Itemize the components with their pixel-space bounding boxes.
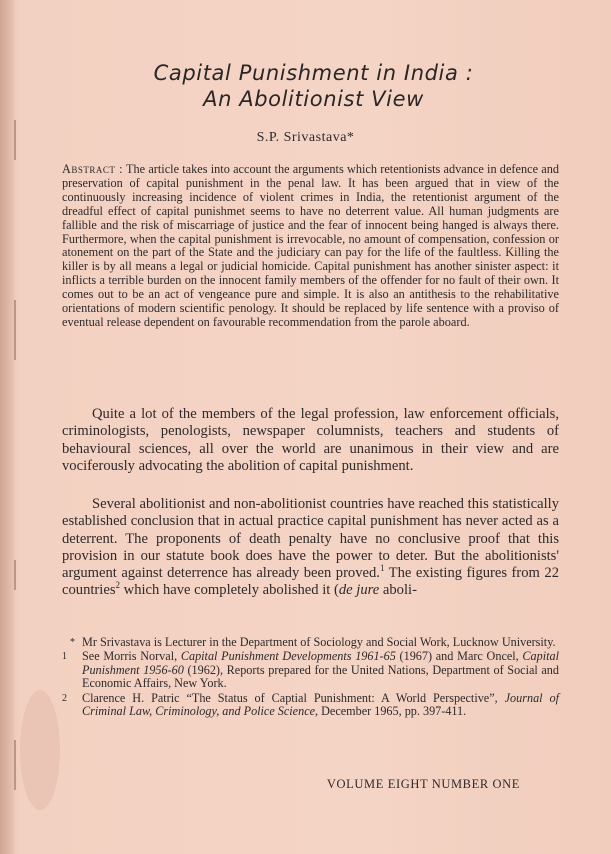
para2-text-1: Several abolitionist and non-abolitionist countries have reached this statistically established conclusion that in actual practice capital punishment has never acted as a deterrent. The proponents of death penalty have no conclusive proof that this provision in our statute book does have the power to deter. But the abolitionists' argument against deterrence has already been proved. bbox=[62, 496, 559, 582]
article-title-line-2: An Abolitionist View bbox=[203, 87, 424, 111]
footnote-2 bbox=[62, 692, 559, 719]
author-name: S.P. Srivastava* bbox=[256, 130, 355, 145]
footnote-author bbox=[62, 636, 559, 649]
footnote-ref-1: 1 bbox=[379, 563, 385, 574]
volume-footer: VOLUME EIGHT NUMBER ONE bbox=[326, 777, 520, 791]
footnote-text: Mr Srivastava is Lecturer in the Department of Sociology and Social Work, Lucknow University. bbox=[82, 635, 556, 649]
abstract-text: The article takes into account the arguments which retentionists advance in defence and preservation of capital punishment in the penal law. It has been argued that in view of the continuously increasing incidence of violent crimes in India, the retentionist argument of the dreadful effect of capital punishmet seems to have no deterrent value. All human judgments are fallible and the risk of miscarriage of justice and the fear of innocent being hanged is always there. Furthermore, when the capital punishment is irrevocable, no amount of compensation, confession or atonement on the part of the State and the judiciary can pay for the life of the faultless. Killing the killer is by all means a legal or judicial homicide. Capital punishment has another sinister aspect: it inflicts a terrible burden on the innocent family members of the offender for no fault of their own. It comes out to be an act of vengeance pure and simple. It is also an antithesis to the rehabilitative orientations of modern scientific penology. It should be replaced by life sentence with a proviso of eventual release dependent on favourable recommendation from the parole aboard. bbox=[62, 162, 559, 329]
footnote-text: Clarence H. Patric “The Status of Captial Punishment: A World Perspective”, bbox=[82, 690, 505, 705]
footnote-1 bbox=[62, 650, 559, 690]
edge-mark bbox=[14, 300, 16, 360]
footnote-mark: 1 bbox=[62, 651, 67, 663]
binding-edge bbox=[0, 0, 14, 854]
footnote-mark: 2 bbox=[62, 692, 67, 704]
edge-mark bbox=[14, 560, 16, 590]
footnote-italic: Capital Punishment Developments 1961-65 bbox=[180, 649, 396, 664]
edge-mark bbox=[14, 740, 16, 790]
body-paragraph-1: Quite a lot of the members of the legal profession, law enforcement officials, criminologists, penologists, newspaper columnists, teachers and students of behavioural sciences, all over the world are unanimous in their view and are vociferously advocating the abolition of capital punishment. bbox=[62, 406, 559, 474]
footnote-italic: Capital Punishment 1956-60 bbox=[82, 649, 559, 677]
article-title-line-1: Capital Punishment in India : bbox=[153, 61, 474, 85]
footnote-text: (1962), Reports prepared for the United Nations, Department of Social and Economic Affairs, New York. bbox=[82, 662, 559, 691]
de-jure-italic: de jure bbox=[338, 582, 380, 599]
footnote-mark: * bbox=[70, 637, 75, 648]
footnote-text: December 1965, pp. 397-411. bbox=[318, 704, 467, 719]
abstract bbox=[62, 163, 559, 330]
footnote-text: (1967) and Marc Oncel, bbox=[395, 649, 523, 664]
paper-stain bbox=[20, 690, 60, 810]
footnote-italic: Journal of Criminal Law, Criminology, and Police Science, bbox=[82, 690, 559, 719]
para2-text-3: which have completely abolished it ( bbox=[120, 582, 339, 599]
footnote-ref-2: 2 bbox=[115, 580, 120, 591]
para2-text-4: aboli- bbox=[379, 582, 417, 599]
footnotes bbox=[62, 636, 559, 719]
footnote-text: See Morris Norval, bbox=[82, 649, 181, 664]
para2-text-2: The existing figures from 22 countries bbox=[62, 565, 559, 599]
abstract-label: Abstract : bbox=[62, 162, 124, 176]
body-paragraph-2 bbox=[62, 496, 559, 600]
